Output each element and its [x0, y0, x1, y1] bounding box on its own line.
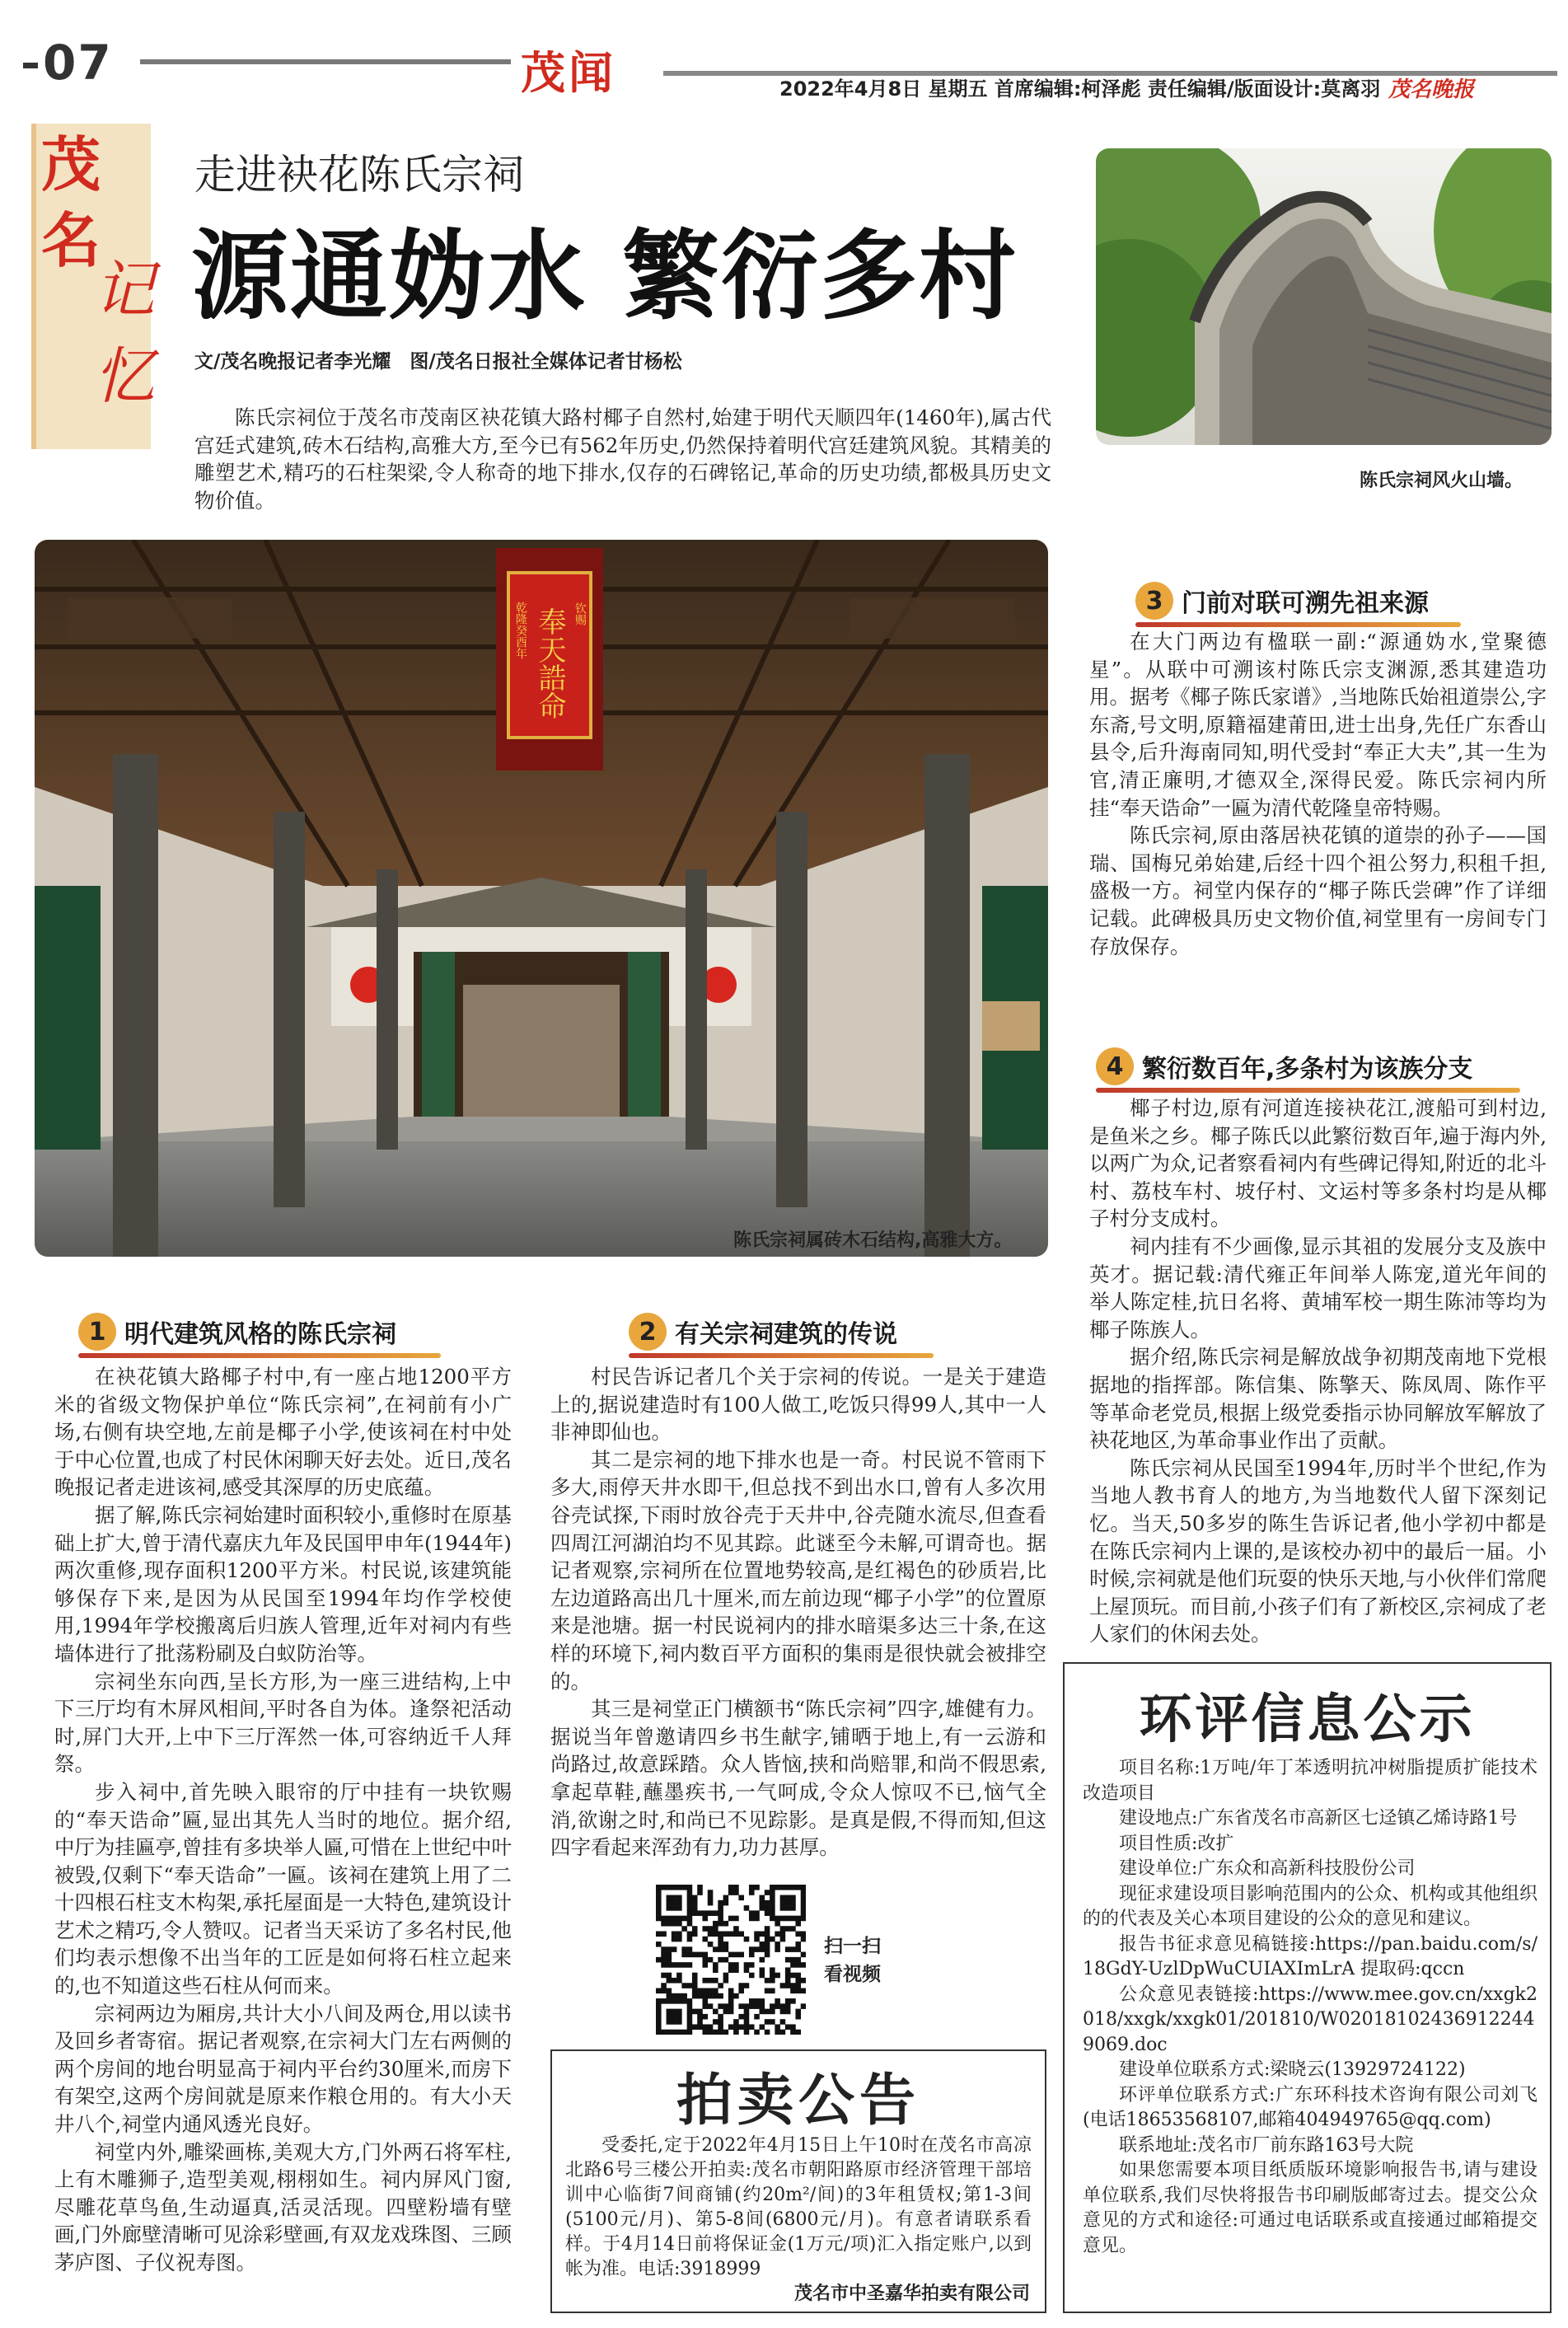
- qr-label: 扫一扫 看视频: [824, 1936, 881, 1985]
- section-3-body: 在大门两边有楹联一副:“源通妫水,堂聚德星”。从联中可溯该村陈氏宗支渊源,悉其建造功用。据考《椰子陈氏家谱》,当地陈氏始祖道崇公,字东斋,号文明,原籍福建莆田,进士出身,先任广东香山县令,后升海南同知,明代受封“奉正大夫”,其一生为官,清正廉明,才德双全,深得民爱。陈氏宗祠内所挂“奉天诰命”一匾为清代乾隆皇帝特赐。 陈氏宗祠,原由落居袂花镇的道崇的孙子——国瑞、国梅兄弟始建,后经十四个祖公努力,积租千担,盛极一方。祠堂内保存的“椰子陈氏尝碑”作了详细记载。此碑极具历史文物价值,祠堂里有一房间专门存放保存。: [1089, 630, 1547, 958]
- section-2-number: 2: [629, 1313, 667, 1351]
- ancestral-hall-illustration: [35, 540, 1048, 1257]
- section-badge: 茂闻: [521, 47, 616, 99]
- header-rule-left: [140, 59, 511, 64]
- section-3-heading: [1135, 579, 1429, 622]
- photo-ancestral-hall: [35, 540, 1048, 1257]
- section-3-title: 门前对联可溯先祖来源: [1182, 589, 1429, 618]
- column-tag: [31, 124, 155, 449]
- section-1-heading: [78, 1310, 396, 1353]
- photo-gable-wall: [1096, 148, 1552, 445]
- section-1-number: 1: [78, 1313, 116, 1351]
- section-4-body: 椰子村边,原有河道连接袂花江,渡船可到村边,是鱼米之乡。椰子陈氏以此繁衍数百年,遍于海内外,以两广为众,记者察看祠内有些碑记得知,附近的北斗村、荔枝车村、坡仔村、文运村等多条村均是从椰子村分支成村。 祠内挂有不少画像,显示其祖的发展分支及族中英才。据记载:清代雍正年间举人陈宠,道光年间的举人陈定桂,抗日名将、黄埔军校一期生陈沛等均为椰子陈族人。 据介绍,陈氏宗祠是解放战争初期茂南地下党根据地的指挥部。陈信集、陈擎天、陈凤周、陈作平等革命老党员,根据上级党委指示协同解放军解放了袂花地区,为革命事业作出了贡献。 陈氏宗祠从民国至1994年,历时半个世纪,作为当地人教书育人的地方,为当地数代人留下深刻记忆。当天,50多岁的陈生告诉记者,他小学初中都是在陈氏宗祠内上课的,是该校办初中的最后一届。小时候,宗祠就是他们玩耍的快乐天地,与小伙伴们常爬上屋顶玩。而目前,小孩子们有了新校区,宗祠成了老人家们的休闲去处。: [1089, 1096, 1547, 1646]
- kicker: 走进袂花陈氏宗祠: [194, 151, 524, 199]
- paper-logo: 茂名晚报: [1388, 77, 1475, 102]
- auction-title: 拍卖公告: [676, 2068, 920, 2134]
- section-1-title: 明代建筑风格的陈氏宗祠: [124, 1320, 396, 1349]
- section-2-body: 村民告诉记者几个关于宗祠的传说。一是关于建造上的,据说建造时有100人做工,吃饭只得99人,其中一人非神即仙也。 其二是宗祠的地下排水也是一奇。村民说不管雨下多大,雨停天井水即干,但总找不到出水口,曾有人多次用谷壳试探,下雨时放谷壳于天井中,谷壳随水流尽,但查看四周江河湖泊均不见其踪。此谜至今未解,可谓奇也。据记者观察,宗祠所在位置地势较高,是红褐色的砂质岩,比左边道路高出几十厘米,而左前边现“椰子小学”的位置原来是池塘。据一村民说祠内的排水暗渠多达三十条,在这样的环境下,祠内数百平方面积的集雨是很快就会被排空的。 其三是祠堂正门横额书“陈氏宗祠”四字,雄健有力。据说当年曾邀请四乡书生献字,铺晒于地上,有一云游和尚路过,故意踩踏。众人皆恼,挟和尚赔罪,和尚不假思索,拿起草鞋,蘸墨疾书,一气呵成,令众人惊叹不已,恼气全消,欲谢之时,和尚已不见踪影。是真是假,不得而知,但这四字看起来浑劲有力,功力甚厚。: [550, 1365, 1046, 1860]
- qr-code-pattern: [656, 1885, 806, 2035]
- column-tag-part2: 记忆: [94, 255, 155, 412]
- auction-text: 受委托,定于2022年4月15日上午10时在茂名市高凉北路6号三楼公开拍卖:茂名市朝阳路原市经济管理干部培训中心临街7间商铺(约20m²/间)的3年租赁权;第1-3间(5100元/月)、第5-8间(6800元/月)。有意者请联系看样。于4月14日前将保证金(1万元/项)汇入指定账户,以到帐为准。电话:3918999: [565, 2135, 1032, 2279]
- section-2-title: 有关宗祠建筑的传说: [675, 1320, 897, 1349]
- byline: 文/茂名晚报记者李光耀 图/茂名日报社全媒体记者甘杨松: [194, 351, 682, 372]
- lead-paragraph: 陈氏宗祠位于茂名市茂南区袂花镇大路村椰子自然村,始建于明代天顺四年(1460年),属古代宫廷式建筑,砖木石结构,高雅大方,至今已有562年历史,仍然保持着明代宫廷建筑风貌。其精美的雕塑艺术,精巧的石柱架梁,令人称奇的地下排水,仅存的石碑铭记,革命的历史功绩,都极具历史文物价值。: [194, 405, 1051, 513]
- qr-code[interactable]: [656, 1885, 806, 2035]
- column-tag-part1: 茂名: [41, 130, 101, 275]
- gable-wall-illustration: [1096, 148, 1552, 445]
- auction-notice: [550, 2049, 1046, 2313]
- section-4-title: 繁衍数百年,多条村为该族分支: [1142, 1055, 1473, 1084]
- plaque-left-text: 乾隆癸酉年: [514, 602, 527, 659]
- page-number: 07: [23, 35, 113, 91]
- plaque-main-text: 奉天誥命: [533, 607, 566, 719]
- env-notice: [1063, 1662, 1552, 2313]
- caption-gable-wall: 陈氏宗祠风火山墙。: [1360, 471, 1524, 491]
- header-info: 2022年4月8日 星期五 首席编辑:柯泽彪 责任编辑/版面设计:莫离羽: [779, 77, 1381, 101]
- caption-ancestral-hall: 陈氏宗祠属砖木石结构,高雅大方。: [733, 1230, 1013, 1251]
- section-3-number: 3: [1135, 582, 1173, 620]
- section-2-heading: [629, 1310, 897, 1353]
- env-body: 项目名称:1万吨/年丁苯透明抗冲树脂提质扩能技术改造项目 建设地点:广东省茂名市高新区七迳镇乙烯诗路1号 项目性质:改扩 建设单位:广东众和高新科技股份公司 现征求建设项目影响范围内的公众、机构或其他组织的的代表及关心本项目建设的公众的意见和建议。 报告书征求意见稿链接:https://pan.baidu.com/s/18GdY-UzlDpWuCUIAXImLrA 提取码:qccn 公众意见表链接:https://www.mee.gov.cn/xxgk2018/xxgk/xxgk01/201810/W020181024369122449069.doc 建设单位联系方式:梁晓云(13929724122) 环评单位联系方式:广东环科技术咨询有限公司刘飞(电话18653568107,邮箱404949765@qq.com) 联系地址:茂名市厂前东路163号大院 如果您需要本项目纸质版环境影响报告书,请与建设单位联系,我们尽快将报告书印刷版邮寄过去。提交公众意见的方式和途径:可通过电话联系或直接通过邮箱提交意见。: [1083, 1758, 1538, 2256]
- auction-org: 茂名市中圣嘉华拍卖有限公司: [793, 2284, 1030, 2304]
- section-1-body: 在袂花镇大路椰子村中,有一座占地1200平方米的省级文物保护单位“陈氏宗祠”,在祠前有小广场,右侧有块空地,左前是椰子小学,使该祠在村中处于中心位置,也成了村民休闲聊天好去处。近日,茂名晚报记者走进该祠,感受其深厚的历史底蕴。 据了解,陈氏宗祠始建时面积较小,重修时在原基础上扩大,曾于清代嘉庆九年及民国甲申年(1944年)两次重修,现存面积1200平方米。村民说,该建筑能够保存下来,是因为从民国至1994年均作学校使用,1994年学校搬离后归族人管理,近年对祠内有些墙体进行了批荡粉刷及白蚁防治等。 宗祠坐东向西,呈长方形,为一座三进结构,上中下三厅均有木屏风相间,平时各自为体。逢祭祀活动时,屏门大开,上中下三厅浑然一体,可容纳近千人拜祭。 步入祠中,首先映入眼帘的厅中挂有一块钦赐的“奉天诰命”匾,显出其先人当时的地位。据介绍,中厅为挂匾亭,曾挂有多块举人匾,可惜在上世纪中叶被毁,仅剩下“奉天诰命”一匾。该祠在建筑上用了二十四根石柱支木构架,承托屋面是一大特色,建筑设计艺术之精巧,令人赞叹。记者当天采访了多名村民,他们均表示想像不出当年的工匠是如何将石柱立起来的,也不知道这些石柱从何而来。 宗祠两边为厢房,共计大小八间及两仓,用以读书及回乡者寄宿。据记者观察,在宗祠大门左右两侧的两个房间的地台明显高于祠内平台约30厘米,而房下有架空,这两个房间就是原来作粮仓用的。有大小天井八个,祠堂内通风透光良好。 祠堂内外,雕梁画栋,美观大方,门外两石将军柱,上有木雕狮子,造型美观,栩栩如生。祠内屏风门窗,尽雕花草鸟鱼,生动逼真,活灵活现。四壁粉墙有壁画,门外廊壁清晰可见涂彩壁画,有双龙戏珠图、三顾茅庐图、子仪祝寿图。: [54, 1365, 512, 2274]
- env-title: 环评信息公示: [1139, 1689, 1476, 1750]
- section-4-heading: [1096, 1045, 1472, 1088]
- plaque-right-text: 钦赐: [573, 602, 587, 625]
- section-4-number: 4: [1096, 1047, 1134, 1085]
- headline: 源通妫水 繁衍多村: [191, 219, 1018, 333]
